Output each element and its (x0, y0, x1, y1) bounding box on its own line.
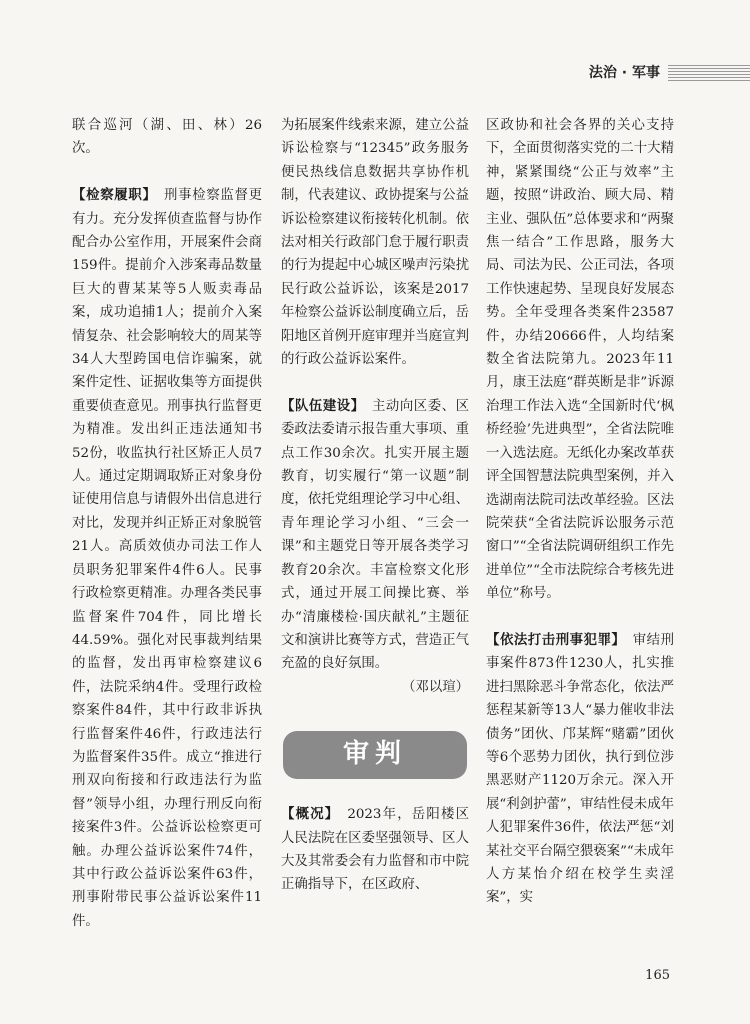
section-heading: 【检察履职】 (72, 188, 150, 204)
text-column-2 (281, 114, 469, 974)
section-title-trial: 审判 (283, 731, 467, 779)
paragraph-body: 2023年，岳阳楼区人民法院在区委坚强领导、区人大及其常委会有力监督和市中院正确指导下，在区政府、 (281, 807, 469, 893)
paragraph-overview (281, 803, 469, 897)
section-label: 法治 · 军事 (588, 65, 660, 81)
author-credit: （邓以瑄） (402, 679, 469, 695)
paragraph-body: 审结刑事案件873件1230人，扎实推进扫黑除恶斗争常态化，依法严惩程某新等13人“暴力催收非法债务”团伙、邝某辉“赌霸”团伙等6个恶势力团伙，执行到位涉黑恶财产1120万余元。深入开展“利剑护蕾”，审结性侵未成年人犯罪案件36件，依法严惩“刘某社交平台隔空猥亵案”“未成年人方某怡介绍在校学生卖淫案”，实 (486, 632, 674, 906)
section-heading: 【依法打击刑事犯罪】 (486, 632, 619, 648)
paragraph-body: 主动向区委、区委政法委请示报告重大事项、重点工作30余次。扎实开展主题教育，切实履行“第一议题”制度，依托党组理论学习中心组、青年理论学习小组、“三会一课”和主题党日等开展各类学习教育20余次。丰富检察文化形式，通过开展工间操比赛、举办“清廉楼检·国庆献礼”主题征文和演讲比赛等方式，营造正气充盈的良好氛围。 (281, 398, 469, 672)
page-number: 165 (645, 968, 670, 983)
text-column-3 (486, 114, 674, 974)
paragraph: 联合巡河（湖、田、林）26次。 (72, 118, 262, 157)
paragraph-body: 刑事检察监督更有力。充分发挥侦查监督与协作配合办公室作用，开展案件会商159件。提前介入涉案毒品数量巨大的曹某某等5人贩卖毒品案，成功追捕1人；提前介入案情复杂、社会影响较大的周某等34人大型跨国电信诈骗案，就案件定性、证据收集等方面提供重要侦查意见。刑事执行监督更为精准。发出纠正违法通知书52份，收监执行社区矫正人员7人。通过定期调取矫正对象身份证使用信息与请假外出信息进行对比，发现并纠正矫正对象脱管21人。高质效侦办司法工作人员职务犯罪案件4件6人。民事行政检察更精准。办理各类民事监督案件704件，同比增长44.59%。强化对民事裁判结果的监督，发出再审检察建议6件，法院采纳4件。受理行政检察案件84件，其中行政非诉执行监督案件46件，行政违法行为监督案件35件。成立“推进行刑双向衔接和行政违法行为监督”领导小组，办理行刑反向衔接案件3件。公益诉讼检察更可触。办理公益诉讼案件74件，其中行政公益诉讼案件63件，刑事附带民事公益诉讼案件11件。 (72, 188, 262, 929)
paragraph-criminal-crackdown (486, 629, 674, 910)
header-decorative-lines (668, 65, 750, 83)
section-heading: 【概况】 (281, 807, 333, 823)
section-heading: 【队伍建设】 (281, 398, 358, 414)
text-column-1 (72, 114, 262, 974)
page-header (0, 60, 750, 86)
paragraph: 区政协和社会各界的关心支持下，全面贯彻落实党的二十大精神，紧紧围绕“公正与效率”主题，按照“讲政治、顾大局、精主业、强队伍”总体要求和“两聚焦一结合”工作思路，服务大局、司法为民、公正司法，各项工作快速起势、呈现良好发展态势。全年受理各类案件23587件，办结20666件，人均结案数全省法院第九。2023年11月，康王法庭“群英断是非”诉源治理工作法入选“全国新时代‘枫桥经验’先进典型”，全省法院唯一入选法庭。无纸化办案改革获评全国智慧法院典型案例，并入选湖南法院司法改革经验。区法院荣获“全省法院诉讼服务示范窗口”“全省法院调研组织工作先进单位”“全市法院综合考核先进单位”称号。 (486, 118, 674, 602)
paragraph-team-building (281, 395, 469, 676)
paragraph-prosecution-duties (72, 184, 262, 933)
paragraph: 为拓展案件线索来源，建立公益诉讼检察与“12345”政务服务便民热线信息数据共享协作机制，代表建议、政协提案与公益诉讼检察建议衔接转化机制。依法对相关行政部门怠于履行职责的行为提起中心城区噪声污染扰民行政公益诉讼，该案是2017年检察公益诉讼制度确立后，岳阳地区首例开庭审理并当庭宣判的行政公益诉讼案件。 (281, 118, 469, 368)
